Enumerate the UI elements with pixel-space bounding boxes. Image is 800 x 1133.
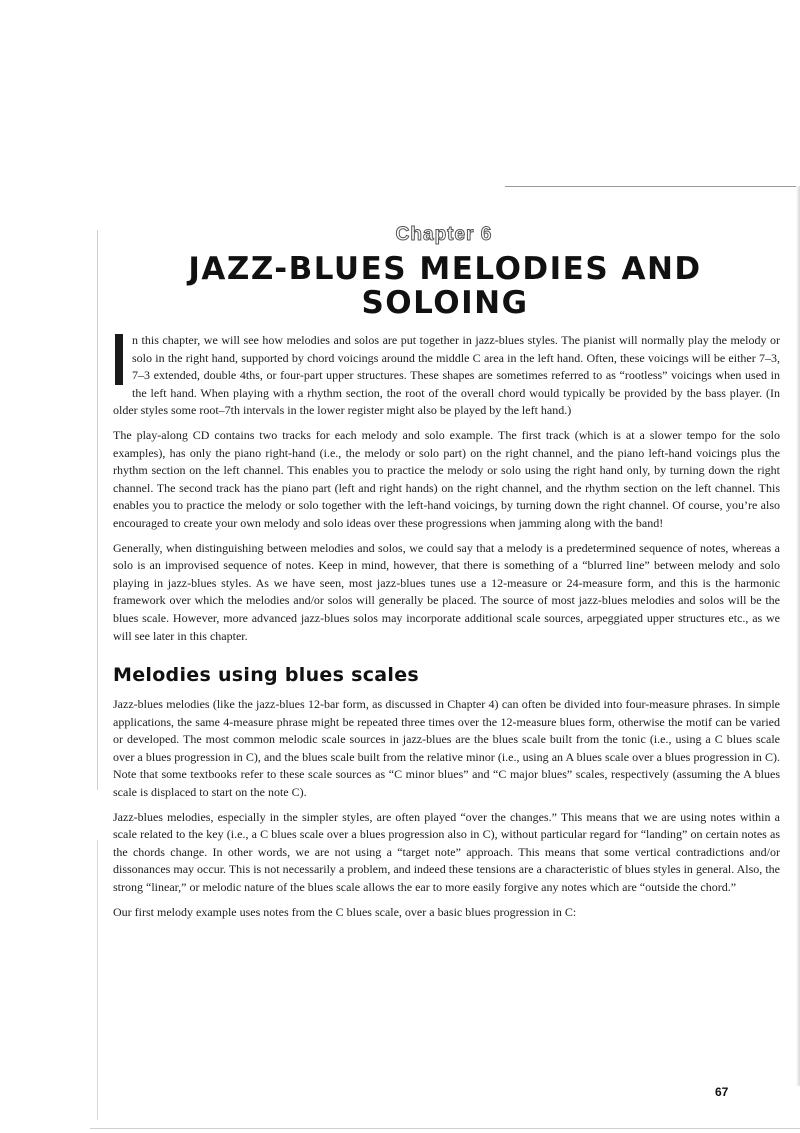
section-paragraph-3: Our first melody example uses notes from the C blues scale, over a basic blues progression in C: [113,904,577,919]
scan-edge-right [796,186,800,1086]
scan-edge-bottom [90,1128,800,1129]
intro-paragraph-3: Generally, when distinguishing between melodies and solos, we could say that a melody is a predetermined sequence of notes, whereas a solo is an improvised sequence of notes. Keep in mind, however, that there is something of a “blurred line” between melody and solo playing in jazz-blues styles. As we have seen, most jazz-blues tunes use a 12-measure or 24-measure form, and this is the harmonic framework over which the melodies and/or solos will generally be placed. The source of most jazz-blues melodies and solos will be the blues scale. However, more advanced jazz-blues solos may incorporate additional scale sources, arpeggiated upper structures etc., as we will see later in this chapter. [113,540,780,643]
section-paragraph-2: Jazz-blues melodies, especially in the simpler styles, are often played “over the changes.” This means that we are using notes within a scale related to the key (i.e., a C blues scale over a blues progression also in C), without particular regard for “landing” on certain notes as the chords change. In other words, we are not using a “target note” approach. This means that some vertical contradictions and/or dissonances may occur. This is not necessarily a problem, and indeed these tensions are a characteristic of blues styles in general. Also, the strong “linear,” or melodic nature of the blues scale allows the ear to more easily forgive any notes which are “outside the chord.” [113,809,780,895]
page-content [113,332,780,928]
section-paragraph-1: Jazz-blues melodies (like the jazz-blues 12-bar form, as discussed in Chapter 4) can often be divided into four-measure phrases. In simple applications, the same 4-measure phrase might be repeated three times over the 12-measure blues form, otherwise the motif can be varied or developed. The most common melodic scale sources in jazz-blues are the blues scale built from the tonic (i.e., using a C blues scale over a blues progression in C), and the blues scale built from the relative minor (i.e., using an A blues scale over a blues progression in C). Note that some textbooks refer to these scale sources as “C minor blues” and “C major blues” scales, respectively (assuming the A blues scale is displaced to start on the note C). [113,697,780,800]
section-heading: Melodies using blues scales [113,664,420,687]
intro-paragraph-1 [113,332,780,420]
scan-edge-left [97,230,98,790]
scan-line-top [505,186,800,187]
chapter-title: JAZZ-BLUES MELODIES AND SOLOING [188,251,702,321]
page-number: 67 [715,1085,729,1099]
scan-edge-left-lower [97,840,98,1120]
drop-cap [115,334,123,385]
intro-paragraph-2: The play-along CD contains two tracks for each melody and solo example. The first track (which is at a slower tempo for the solo examples), has only the piano right-hand (i.e., the melody or solo part) on the right channel, and the piano left-hand voicings plus the rhythm section on the left channel. This enables you to practice the melody or solo using the right hand only, by turning down the right channel. The second track has the piano part (left and right hands) on the right channel, and the rhythm section on the left channel. This enables you to practice the melody or solo together with the left-hand voicings, by turning down the right channel. Of course, you’re also encouraged to create your own melody and solo ideas over these progressions when jamming along with the band! [113,427,780,530]
chapter-label: Chapter 6 [395,224,493,245]
intro-paragraph-1-text: n this chapter, we will see how melodies and solos are put together in jazz-blues styles. The pianist will normally play the melody or solo in the right hand, supported by chord voicings around the middle C area in the left hand. Often, these voicings will be either 7–3, 7–3 extended, double 4ths, or four-part upper structures. These shapes are sometimes referred to as “rootless” voicings when used in the left hand. When playing with a rhythm section, the root of the overall chord would typically be provided by the bass player. (In older styles some root–7th intervals in the lower register might also be played by the left hand.) [113,333,780,418]
